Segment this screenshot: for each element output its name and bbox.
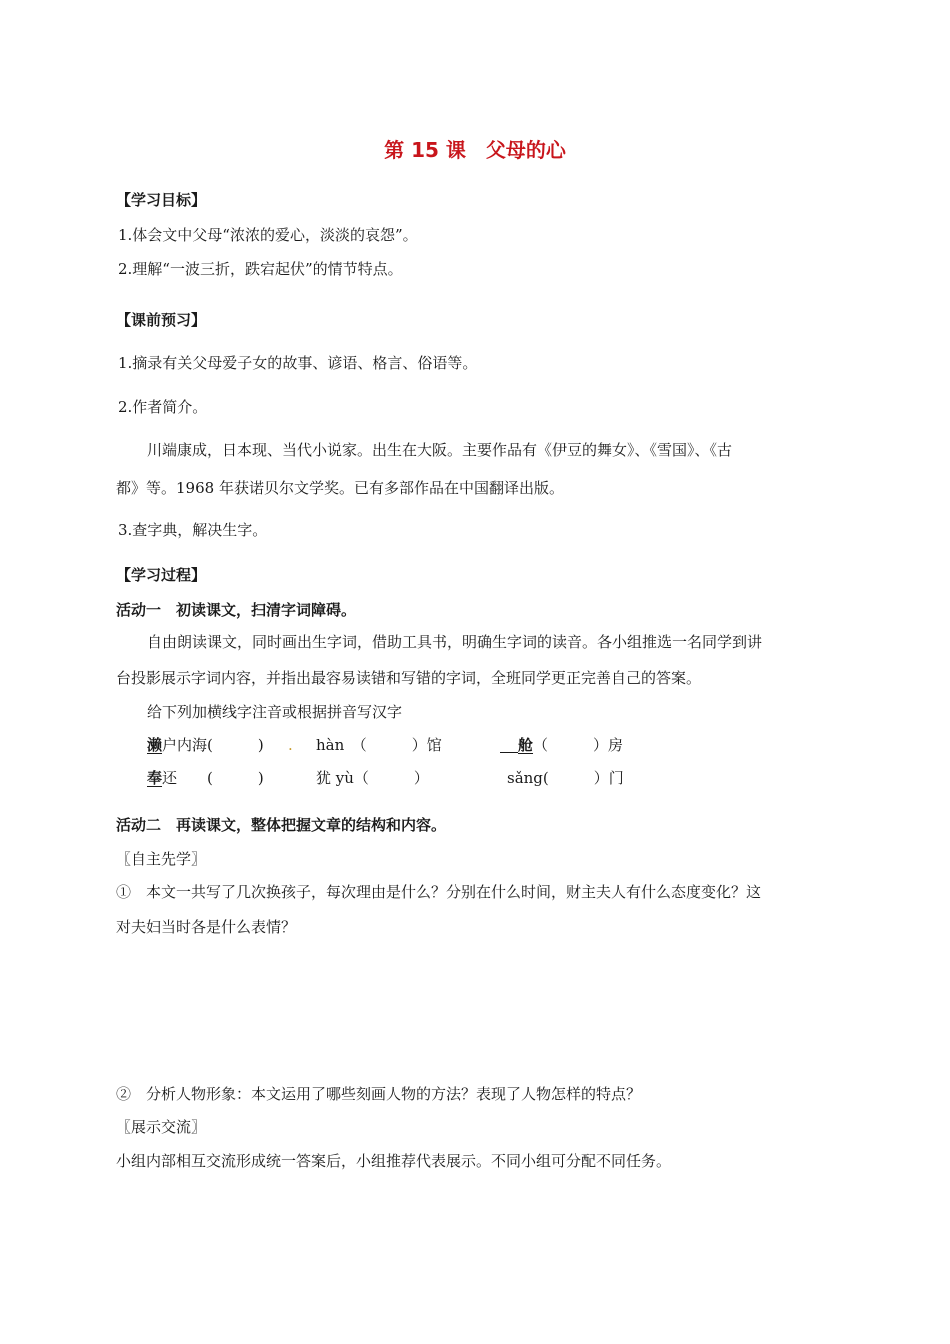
question-1-line-2: 对夫妇当时各是什么表情？: [116, 918, 297, 936]
preview-item-2: 2.作者简介。: [118, 398, 208, 416]
self-study-heading: 〖自主先学〗: [116, 850, 207, 868]
activity2-heading: 活动二 再读课文，整体把握文章的结构和内容。: [116, 816, 447, 834]
activity1-para-line-2: 台投影展示字词内容，并指出最容易读错和写错的字词，全班同学更正完善自己的答案。: [116, 669, 702, 687]
exchange-heading: 〖展示交流〗: [116, 1118, 207, 1136]
underlined-char: 舱: [518, 736, 534, 754]
goal-item-2: 2.理解“一波三折，跌宕起伏”的情节特点。: [118, 260, 403, 278]
author-intro-line-1: 川端康成，日本现、当代小说家。出生在大阪。主要作品有《伊豆的舞女》、《雪国》、《古: [147, 441, 733, 459]
lesson-number: 第 15 课: [384, 138, 466, 162]
goal-item-1: 1.体会文中父母“浓浓的爱心，淡淡的哀怨”。: [118, 226, 418, 244]
vocab-item-yu: 犹 yù（ ）: [316, 769, 429, 787]
preview-item-1: 1.摘录有关父母爱子女的故事、谚语、格言、俗语等。: [118, 354, 478, 372]
author-intro-line-2: 都》等。1968 年获诺贝尔文学奖。已有多部作品在中国翻译出版。: [116, 479, 564, 497]
preview-item-3: 3.查字典，解决生字。: [118, 521, 268, 539]
vocab-instruction: 给下列加横线字注音或根据拼音写汉字: [147, 703, 403, 721]
vocab-item-han: hàn （ ）馆: [316, 736, 442, 754]
vocab-item-cang: 舱（ ）房: [500, 735, 623, 755]
question-2: ② 分析人物形象：本文运用了哪些刻画人物的方法？表现了人物怎样的特点？: [116, 1085, 642, 1103]
activity1-heading: 活动一 初读课文，扫清字词障碍。: [116, 601, 357, 619]
underlined-char: 奉: [147, 769, 163, 787]
page-title: [0, 137, 950, 163]
dot-mark: .: [288, 736, 293, 754]
process-heading: 【学习过程】: [116, 566, 207, 584]
underlined-char: 濑: [147, 736, 163, 754]
vocab-item-lai: 濑户内海( ): [147, 736, 264, 754]
goals-heading: 【学习目标】: [116, 191, 207, 209]
exchange-text: 小组内部相互交流形成统一答案后，小组推荐代表展示。不同小组可分配不同任务。: [116, 1152, 672, 1170]
vocab-item-sang: sǎng( ）门: [507, 769, 624, 787]
activity1-para-line-1: 自由朗读课文，同时画出生字词，借助工具书，明确生字词的读音。各小组推选一名同学到讲: [147, 633, 763, 651]
vocab-item-feng: 奉还 ( ): [147, 769, 264, 787]
lesson-name: 父母的心: [485, 138, 566, 162]
preview-heading: 【课前预习】: [116, 311, 207, 329]
question-1-line-1: ① 本文一共写了几次换孩子，每次理由是什么？分别在什么时间，财主夫人有什么态度变化？这: [116, 883, 762, 901]
